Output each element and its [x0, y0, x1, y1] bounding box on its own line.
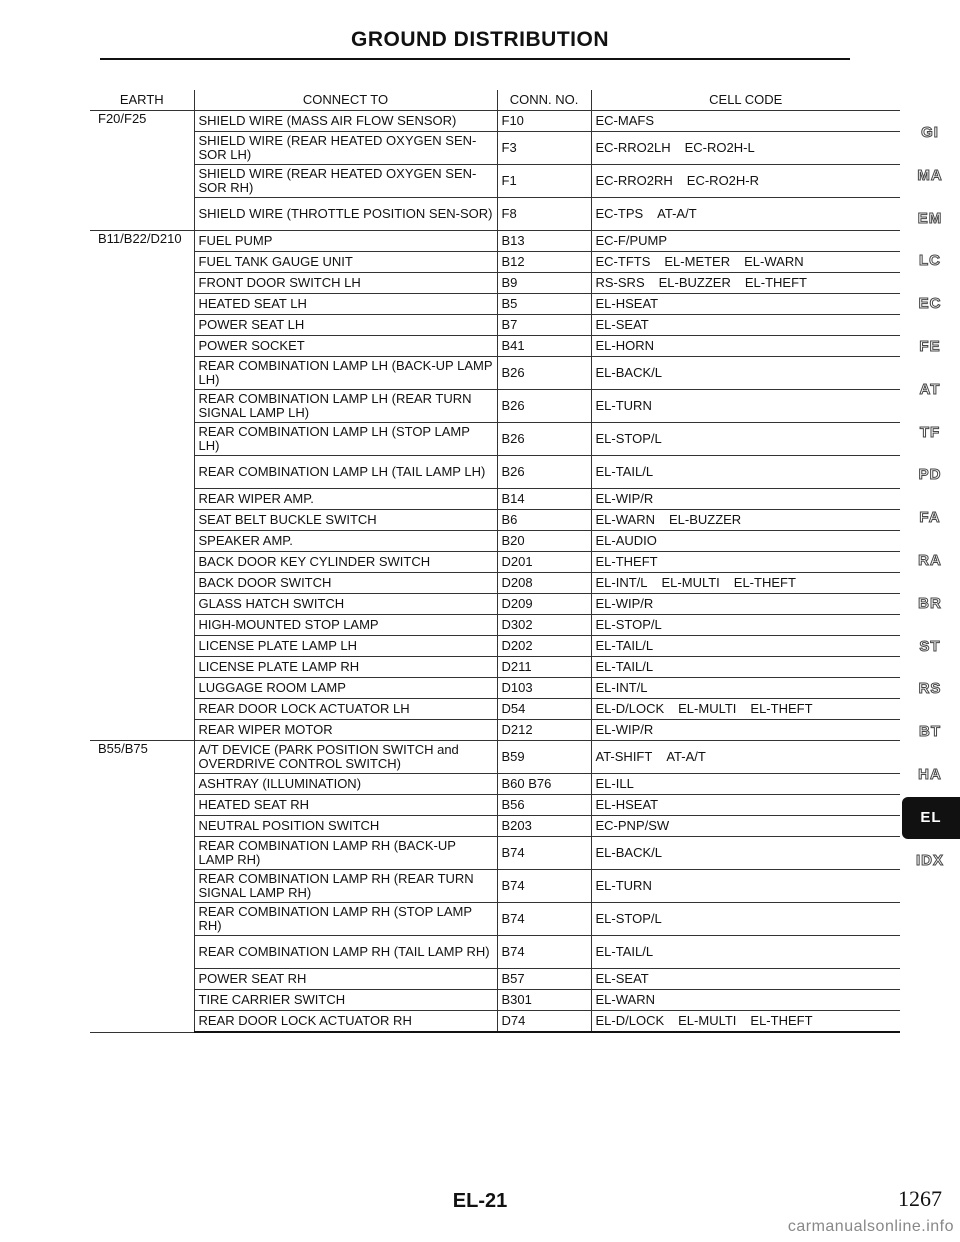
conn-no-cell: D54: [497, 699, 591, 720]
connect-to-cell: SPEAKER AMP.: [194, 531, 497, 552]
table-row: [90, 315, 900, 336]
table-row: [90, 390, 900, 423]
cell-code: EL-HSEAT: [595, 296, 659, 311]
connect-to-cell: POWER SEAT RH: [194, 969, 497, 990]
table-body: [90, 111, 900, 1033]
table-row: [90, 252, 900, 273]
conn-no-cell: B26: [497, 423, 591, 456]
cell-code: AT-A/T: [666, 749, 706, 764]
earth-cell: [90, 678, 194, 699]
connect-to-cell: HEATED SEAT LH: [194, 294, 497, 315]
earth-cell: [90, 636, 194, 657]
cell-code: EL-STOP/L: [595, 431, 662, 446]
table-row: [90, 795, 900, 816]
cell-code-cell: [591, 678, 900, 699]
cell-code-cell: [591, 573, 900, 594]
cell-code: EL-BUZZER: [658, 275, 731, 290]
conn-no-cell: B203: [497, 816, 591, 837]
ground-distribution-table: [90, 90, 900, 1033]
cell-code-cell: [591, 795, 900, 816]
section-tab-ec[interactable]: EC: [918, 295, 942, 313]
table-row: [90, 573, 900, 594]
conn-no-cell: D202: [497, 636, 591, 657]
section-tab-idx[interactable]: IDX: [915, 851, 944, 869]
header-earth: EARTH: [90, 90, 194, 111]
earth-cell: [90, 573, 194, 594]
cell-code: EC-PNP/SW: [595, 818, 670, 833]
cell-code: EL-TAIL/L: [595, 638, 654, 653]
earth-cell: [90, 273, 194, 294]
earth-cell: [90, 936, 194, 969]
conn-no-cell: B41: [497, 336, 591, 357]
earth-cell: [90, 423, 194, 456]
cell-code: EL-AUDIO: [595, 533, 657, 548]
cell-code-cell: [591, 969, 900, 990]
conn-no-cell: B301: [497, 990, 591, 1011]
conn-no-cell: B59: [497, 741, 591, 774]
table-row: [90, 990, 900, 1011]
connect-to-cell: POWER SEAT LH: [194, 315, 497, 336]
conn-no-cell: B74: [497, 903, 591, 936]
earth-cell: B55/B75: [98, 741, 148, 756]
connect-to-cell: REAR DOOR LOCK ACTUATOR LH: [194, 699, 497, 720]
section-tab-ha[interactable]: HA: [918, 765, 942, 783]
section-tab-gi[interactable]: GI: [921, 124, 939, 141]
cell-code-cell: [591, 198, 900, 231]
cell-code: EL-THEFT: [750, 701, 813, 716]
table-row: [90, 636, 900, 657]
table-row: [90, 336, 900, 357]
earth-cell: [90, 795, 194, 816]
connect-to-cell: GLASS HATCH SWITCH: [194, 594, 497, 615]
cell-code: EL-BUZZER: [668, 512, 742, 527]
connect-to-cell: BACK DOOR KEY CYLINDER SWITCH: [194, 552, 497, 573]
earth-cell: B11/B22/D210: [98, 231, 182, 246]
cell-code-cell: [591, 489, 900, 510]
cell-code-cell: [591, 132, 900, 165]
earth-cell: [90, 552, 194, 573]
connect-to-cell: FUEL PUMP: [194, 231, 497, 252]
cell-code: EL-WARN: [595, 992, 655, 1007]
earth-cell: [90, 489, 194, 510]
connect-to-cell: REAR COMBINATION LAMP LH (BACK-UP LAMP LH): [194, 357, 497, 390]
cell-code-cell: [591, 252, 900, 273]
connect-to-cell: POWER SOCKET: [194, 336, 497, 357]
cell-code-cell: [591, 615, 900, 636]
conn-no-cell: D74: [497, 1011, 591, 1033]
table-row: [90, 552, 900, 573]
conn-no-cell: F1: [497, 165, 591, 198]
table-header-row: [90, 90, 900, 111]
connect-to-cell: REAR COMBINATION LAMP RH (STOP LAMP RH): [194, 903, 497, 936]
connect-to-cell: LICENSE PLATE LAMP LH: [194, 636, 497, 657]
earth-cell: [90, 699, 194, 720]
cell-code: EL-THEFT: [750, 1013, 813, 1028]
conn-no-cell: D212: [497, 720, 591, 741]
earth-cell: [90, 294, 194, 315]
conn-no-cell: B26: [497, 456, 591, 489]
earth-cell: [90, 165, 194, 198]
cell-code: EC-F/PUMP: [595, 233, 667, 248]
conn-no-cell: B14: [497, 489, 591, 510]
connect-to-cell: SHIELD WIRE (REAR HEATED OXYGEN SEN-SOR RH): [194, 165, 497, 198]
table-row: [90, 615, 900, 636]
cell-code: EL-WIP/R: [595, 596, 654, 611]
conn-no-cell: F8: [497, 198, 591, 231]
header-connect-to: CONNECT TO: [194, 90, 497, 111]
connect-to-cell: SHIELD WIRE (THROTTLE POSITION SEN-SOR): [194, 198, 497, 231]
cell-code: EL-BACK/L: [595, 845, 662, 860]
section-tabs: [900, 112, 960, 882]
table-row: [90, 510, 900, 531]
section-tab-em[interactable]: EM: [917, 209, 943, 227]
section-tab-fe[interactable]: FE: [919, 337, 941, 355]
earth-cell: [90, 336, 194, 357]
table-row: [90, 720, 900, 741]
header-cell-code: CELL CODE: [591, 90, 900, 111]
page-title: GROUND DISTRIBUTION: [351, 28, 609, 51]
cell-code-cell: [591, 357, 900, 390]
cell-code-cell: [591, 294, 900, 315]
conn-no-cell: B57: [497, 969, 591, 990]
conn-no-cell: F10: [497, 111, 591, 132]
title-rule: [100, 58, 850, 60]
cell-code-cell: [591, 903, 900, 936]
earth-cell: [90, 132, 194, 165]
table-row: [90, 657, 900, 678]
cell-code: EL-TAIL/L: [595, 659, 654, 674]
cell-code: EL-D/LOCK: [595, 701, 665, 716]
earth-cell: [90, 510, 194, 531]
connect-to-cell: SEAT BELT BUCKLE SWITCH: [194, 510, 497, 531]
cell-code: EC-RRO2RH: [595, 173, 673, 188]
table-row: [90, 357, 900, 390]
connect-to-cell: REAR COMBINATION LAMP LH (TAIL LAMP LH): [194, 456, 497, 489]
cell-code: EC-TPS: [595, 206, 644, 221]
earth-cell: [90, 657, 194, 678]
cell-code: EL-TURN: [595, 878, 652, 893]
section-tab-bt[interactable]: BT: [919, 723, 941, 741]
connect-to-cell: REAR COMBINATION LAMP RH (REAR TURN SIGNAL LAMP RH): [194, 870, 497, 903]
cell-code: EL-METER: [664, 254, 731, 269]
table-row: [90, 489, 900, 510]
conn-no-cell: B74: [497, 870, 591, 903]
cell-code: EC-RRO2LH: [595, 140, 671, 155]
cell-code-cell: [591, 510, 900, 531]
cell-code-cell: [591, 111, 900, 132]
cell-code: RS-SRS: [595, 275, 645, 290]
cell-code: EL-BACK/L: [595, 365, 662, 380]
connect-to-cell: BACK DOOR SWITCH: [194, 573, 497, 594]
cell-code-cell: [591, 273, 900, 294]
cell-code-cell: [591, 741, 900, 774]
conn-no-cell: B74: [497, 936, 591, 969]
cell-code-cell: [591, 456, 900, 489]
cell-code-cell: [591, 837, 900, 870]
connect-to-cell: SHIELD WIRE (MASS AIR FLOW SENSOR): [194, 111, 497, 132]
table-row: [90, 456, 900, 489]
connect-to-cell: REAR WIPER MOTOR: [194, 720, 497, 741]
conn-no-cell: B26: [497, 390, 591, 423]
cell-code: EL-THEFT: [744, 275, 807, 290]
connect-to-cell: HIGH-MOUNTED STOP LAMP: [194, 615, 497, 636]
cell-code-cell: [591, 231, 900, 252]
conn-no-cell: B74: [497, 837, 591, 870]
earth-cell: [90, 720, 194, 741]
table-row: [90, 903, 900, 936]
earth-cell: [90, 615, 194, 636]
cell-code-cell: [591, 594, 900, 615]
table-row: [90, 165, 900, 198]
connect-to-cell: A/T DEVICE (PARK POSITION SWITCH and OVERDRIVE CONTROL SWITCH): [194, 741, 497, 774]
connect-to-cell: ASHTRAY (ILLUMINATION): [194, 774, 497, 795]
cell-code: EL-TAIL/L: [595, 944, 654, 959]
connect-to-cell: REAR COMBINATION LAMP LH (REAR TURN SIGNAL LAMP LH): [194, 390, 497, 423]
cell-code: EL-WIP/R: [595, 722, 654, 737]
connect-to-cell: REAR COMBINATION LAMP RH (TAIL LAMP RH): [194, 936, 497, 969]
cell-code: EL-STOP/L: [595, 617, 662, 632]
earth-cell: [90, 456, 194, 489]
cell-code: EC-RO2H-L: [684, 140, 755, 155]
connect-to-cell: LUGGAGE ROOM LAMP: [194, 678, 497, 699]
cell-code: EL-SEAT: [595, 971, 649, 986]
table-row: [90, 774, 900, 795]
cell-code: EL-INT/L: [595, 680, 648, 695]
watermark-text: carmanualsonline.info: [787, 1218, 954, 1235]
table-row: [90, 594, 900, 615]
section-tab-rs[interactable]: RS: [918, 680, 942, 698]
section-tab-st[interactable]: ST: [919, 637, 941, 655]
conn-no-cell: B7: [497, 315, 591, 336]
section-tab-ma[interactable]: MA: [917, 166, 943, 184]
earth-cell: [90, 252, 194, 273]
cell-code: AT-SHIFT: [595, 749, 653, 764]
section-tab-pd[interactable]: PD: [918, 466, 942, 484]
page-number: 1267: [898, 1186, 942, 1211]
conn-no-cell: D302: [497, 615, 591, 636]
connect-to-cell: REAR DOOR LOCK ACTUATOR RH: [194, 1011, 497, 1033]
section-tab-lc[interactable]: LC: [919, 252, 941, 270]
cell-code-cell: [591, 870, 900, 903]
cell-code-cell: [591, 165, 900, 198]
connect-to-cell: REAR WIPER AMP.: [194, 489, 497, 510]
cell-code-cell: [591, 636, 900, 657]
table-row: [90, 231, 900, 252]
section-tab-br[interactable]: BR: [918, 594, 942, 612]
table-row: [90, 273, 900, 294]
conn-no-cell: D209: [497, 594, 591, 615]
cell-code-cell: [591, 657, 900, 678]
cell-code-cell: [591, 1011, 900, 1033]
conn-no-cell: B9: [497, 273, 591, 294]
table-row: [90, 699, 900, 720]
table-row: [90, 423, 900, 456]
conn-no-cell: B56: [497, 795, 591, 816]
cell-code-cell: [591, 816, 900, 837]
section-tab-ra[interactable]: RA: [918, 551, 942, 569]
conn-no-cell: D103: [497, 678, 591, 699]
section-tab-fa[interactable]: FA: [919, 509, 941, 527]
earth-cell: [90, 870, 194, 903]
section-tab-at[interactable]: AT: [919, 380, 941, 398]
table-row: [90, 1011, 900, 1033]
table-row: [90, 294, 900, 315]
cell-code: EL-STOP/L: [595, 911, 662, 926]
cell-code-cell: [591, 936, 900, 969]
cell-code-cell: [591, 423, 900, 456]
section-tab-el[interactable]: EL: [902, 797, 960, 839]
section-page-code: EL-21: [452, 1190, 508, 1212]
cell-code: EL-MULTI: [678, 701, 737, 716]
cell-code: EC-RO2H-R: [686, 173, 760, 188]
cell-code-cell: [591, 720, 900, 741]
conn-no-cell: B12: [497, 252, 591, 273]
cell-code-cell: [591, 336, 900, 357]
cell-code: EC-TFTS: [595, 254, 651, 269]
earth-cell: [90, 594, 194, 615]
earth-cell: [90, 315, 194, 336]
connect-to-cell: LICENSE PLATE LAMP RH: [194, 657, 497, 678]
earth-cell: [90, 1011, 194, 1033]
table-row: [90, 870, 900, 903]
table-row: [90, 816, 900, 837]
connect-to-cell: REAR COMBINATION LAMP RH (BACK-UP LAMP RH): [194, 837, 497, 870]
conn-no-cell: D211: [497, 657, 591, 678]
conn-no-cell: B20: [497, 531, 591, 552]
cell-code-cell: [591, 315, 900, 336]
cell-code: EL-HORN: [595, 338, 655, 353]
cell-code: EL-WARN: [595, 512, 655, 527]
table-row: [90, 531, 900, 552]
earth-cell: F20/F25: [98, 111, 147, 126]
table-row: [90, 969, 900, 990]
earth-cell: [90, 390, 194, 423]
cell-code: EL-HSEAT: [595, 797, 659, 812]
cell-code: EL-WIP/R: [595, 491, 654, 506]
cell-code: EL-THEFT: [733, 575, 796, 590]
connect-to-cell: FRONT DOOR SWITCH LH: [194, 273, 497, 294]
connect-to-cell: TIRE CARRIER SWITCH: [194, 990, 497, 1011]
cell-code-cell: [591, 390, 900, 423]
earth-cell: [90, 198, 194, 231]
cell-code: EL-THEFT: [595, 554, 658, 569]
cell-code: EL-MULTI: [661, 575, 720, 590]
conn-no-cell: B6: [497, 510, 591, 531]
cell-code: EL-TAIL/L: [595, 464, 654, 479]
cell-code-cell: [591, 699, 900, 720]
earth-cell: [90, 837, 194, 870]
cell-code: EL-WARN: [744, 254, 804, 269]
header-conn-no: CONN. NO.: [497, 90, 591, 111]
connect-to-cell: REAR COMBINATION LAMP LH (STOP LAMP LH): [194, 423, 497, 456]
connect-to-cell: NEUTRAL POSITION SWITCH: [194, 816, 497, 837]
table-row: [90, 936, 900, 969]
earth-cell: [90, 774, 194, 795]
cell-code: EL-TURN: [595, 398, 652, 413]
cell-code-cell: [591, 774, 900, 795]
conn-no-cell: D208: [497, 573, 591, 594]
cell-code: EL-ILL: [595, 776, 634, 791]
cell-code: EC-MAFS: [595, 113, 654, 128]
cell-code: EL-MULTI: [678, 1013, 737, 1028]
connect-to-cell: SHIELD WIRE (REAR HEATED OXYGEN SEN-SOR LH): [194, 132, 497, 165]
table-row: [90, 132, 900, 165]
table-row: [90, 678, 900, 699]
cell-code: AT-A/T: [657, 206, 697, 221]
conn-no-cell: B60 B76: [497, 774, 591, 795]
connect-to-cell: HEATED SEAT RH: [194, 795, 497, 816]
cell-code: EL-D/LOCK: [595, 1013, 665, 1028]
section-tab-tf[interactable]: TF: [919, 423, 941, 441]
cell-code-cell: [591, 552, 900, 573]
cell-code: EL-SEAT: [595, 317, 649, 332]
earth-cell: [90, 969, 194, 990]
connect-to-cell: FUEL TANK GAUGE UNIT: [194, 252, 497, 273]
table-row: [90, 837, 900, 870]
table-row: [90, 198, 900, 231]
earth-cell: [90, 357, 194, 390]
cell-code-cell: [591, 531, 900, 552]
conn-no-cell: F3: [497, 132, 591, 165]
table-row: [90, 111, 900, 132]
earth-cell: [90, 903, 194, 936]
conn-no-cell: D201: [497, 552, 591, 573]
cell-code-cell: [591, 990, 900, 1011]
conn-no-cell: B26: [497, 357, 591, 390]
earth-cell: [90, 990, 194, 1011]
table-row: [90, 741, 900, 774]
earth-cell: [90, 816, 194, 837]
earth-cell: [90, 531, 194, 552]
conn-no-cell: B5: [497, 294, 591, 315]
conn-no-cell: B13: [497, 231, 591, 252]
cell-code: EL-INT/L: [595, 575, 648, 590]
